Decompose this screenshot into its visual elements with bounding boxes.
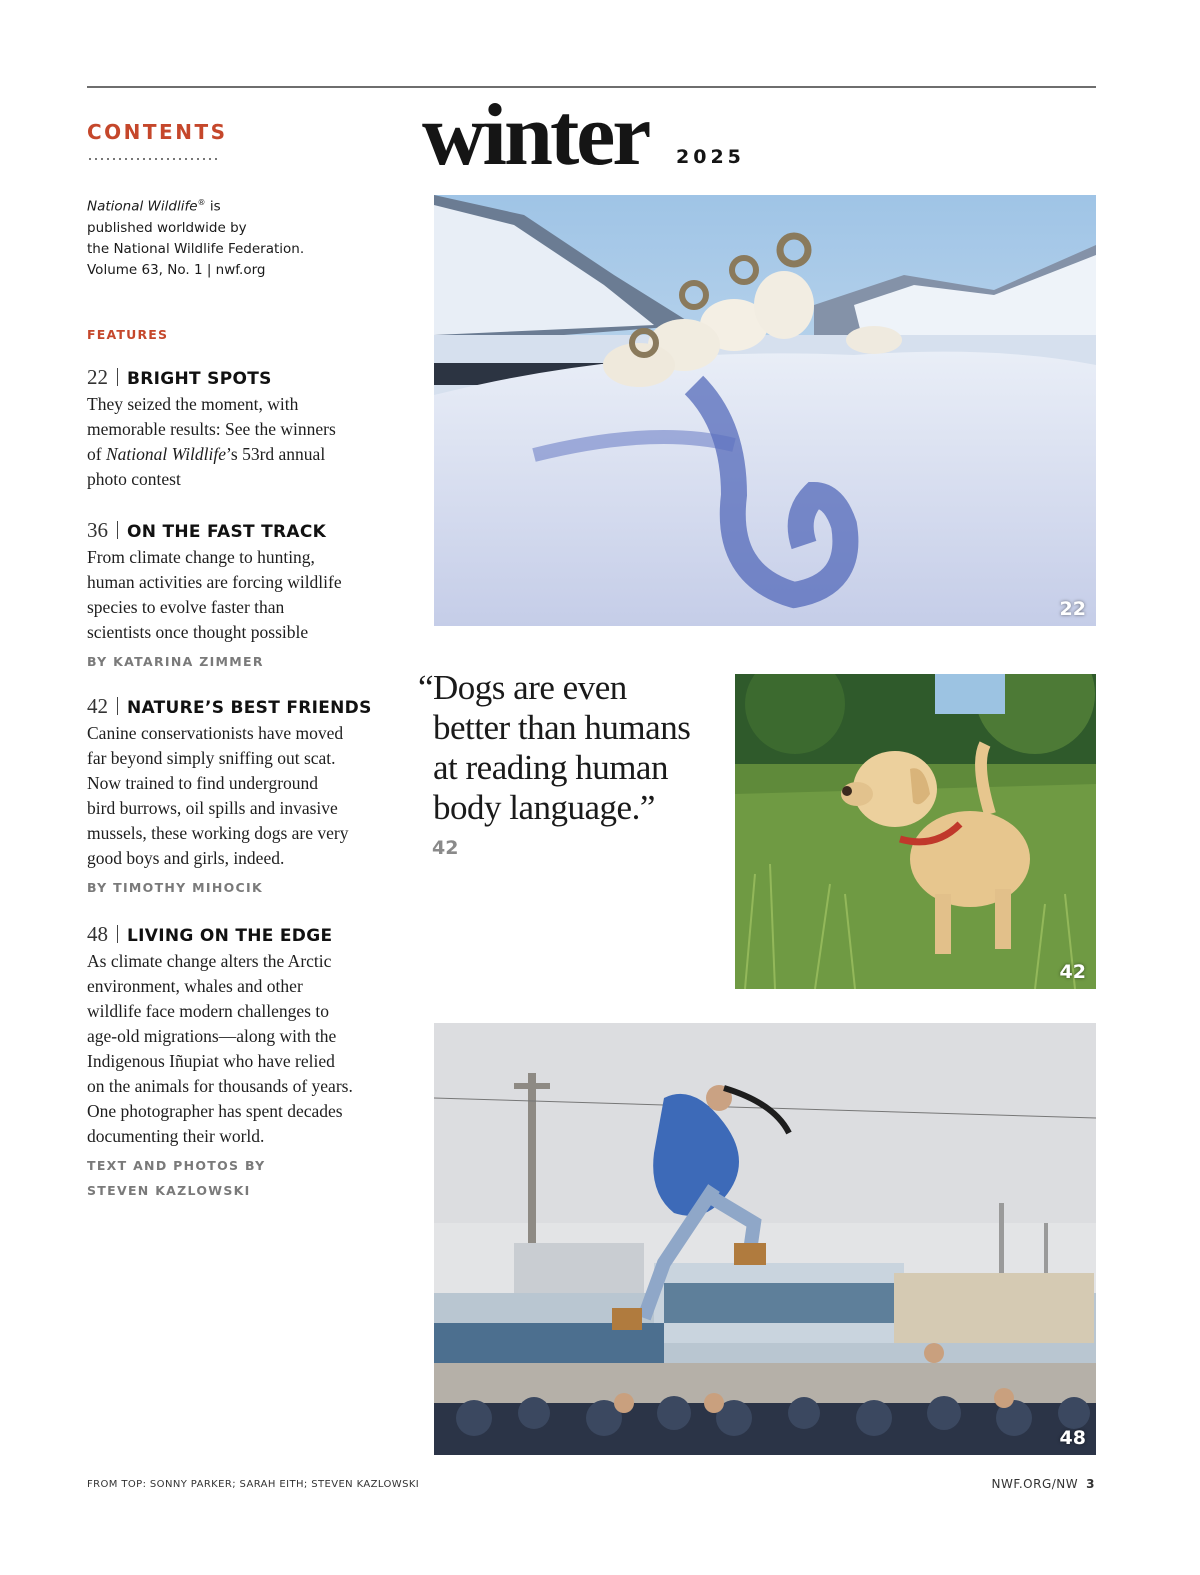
dotted-divider [87, 158, 217, 160]
feature-byline: BY TIMOTHY MIHOCIK [87, 880, 263, 895]
description-line: Canine conservationists have moved [87, 723, 344, 743]
feature-page-number: 36 [87, 518, 108, 542]
feature-byline [87, 1153, 402, 1203]
description-fragment: ’s 53rd annual [226, 444, 326, 464]
detection-dog-image [735, 674, 1096, 989]
separator-bar [117, 925, 118, 943]
quote-line: at reading human [433, 748, 668, 787]
feature-best-friends[interactable] [87, 694, 402, 900]
description-line: memorable results: See the winners [87, 419, 336, 439]
feature-page-number: 48 [87, 922, 108, 946]
description-line: species to evolve faster than [87, 597, 285, 617]
feature-title: BRIGHT SPOTS [127, 369, 272, 389]
description-line: scientists once thought possible [87, 622, 309, 642]
feature-description [87, 949, 402, 1149]
registered-mark: ® [197, 198, 206, 207]
description-line: They seized the moment, with [87, 394, 299, 414]
features-label: FEATURES [87, 327, 169, 342]
feature-page-number: 42 [87, 694, 108, 718]
separator-bar [117, 697, 118, 715]
quote-line: “Dogs are even [418, 668, 627, 707]
photo-dall-sheep[interactable] [434, 195, 1096, 626]
contents-heading: CONTENTS [87, 120, 228, 144]
feature-description [87, 545, 402, 645]
description-line: photo contest [87, 469, 181, 489]
description-line: on the animals for thousands of years. [87, 1076, 353, 1096]
quote-line: body language.” [433, 788, 655, 827]
description-line: documenting their world. [87, 1126, 265, 1146]
separator-bar [117, 368, 118, 386]
feature-header [87, 922, 402, 947]
feature-fast-track[interactable] [87, 518, 402, 674]
feature-header [87, 365, 402, 390]
photo-credits: FROM TOP: SONNY PARKER; SARAH EITH; STEVEN KAZLOWSKI [87, 1479, 420, 1490]
masthead-line3: the National Wildlife Federation. [87, 240, 305, 257]
separator-bar [117, 521, 118, 539]
masthead-line1-rest: is [205, 198, 221, 215]
description-line: environment, whales and other [87, 976, 303, 996]
page-number: 3 [1086, 1477, 1095, 1491]
feature-title: ON THE FAST TRACK [127, 522, 327, 542]
description-fragment: of [87, 444, 106, 464]
description-line: Indigenous Iñupiat who have relied [87, 1051, 335, 1071]
feature-bright-spots[interactable] [87, 365, 402, 492]
issue-season-title: winter [422, 87, 649, 184]
photo-detection-dog[interactable] [735, 674, 1096, 989]
feature-description [87, 721, 402, 871]
description-line: As climate change alters the Arctic [87, 951, 332, 971]
feature-description [87, 392, 402, 492]
blanket-toss-image [434, 1023, 1096, 1455]
feature-byline: BY KATARINA ZIMMER [87, 654, 264, 669]
description-line: One photographer has spent decades [87, 1101, 343, 1121]
description-line: bird burrows, oil spills and invasive [87, 798, 338, 818]
site-url[interactable]: NWF.ORG/NW [991, 1477, 1079, 1491]
quote-page-ref: 42 [432, 837, 459, 859]
page-folio [992, 1477, 1095, 1491]
masthead-line4: Volume 63, No. 1 | nwf.org [87, 261, 266, 278]
byline-line: STEVEN KAZLOWSKI [87, 1183, 251, 1198]
description-line: wildlife face modern challenges to [87, 1001, 329, 1021]
feature-living-on-edge[interactable] [87, 922, 402, 1203]
feature-title: NATURE’S BEST FRIENDS [127, 698, 372, 718]
description-line: far beyond simply sniffing out scat. [87, 748, 336, 768]
byline-line: TEXT AND PHOTOS BY [87, 1158, 266, 1173]
description-line: good boys and girls, indeed. [87, 848, 285, 868]
masthead-info [87, 192, 387, 281]
feature-header [87, 518, 402, 543]
feature-header [87, 694, 402, 719]
feature-title: LIVING ON THE EDGE [127, 926, 333, 946]
masthead-line2: published worldwide by [87, 219, 247, 236]
feature-page-number: 22 [87, 365, 108, 389]
pull-quote [418, 668, 728, 828]
photo-blanket-toss[interactable] [434, 1023, 1096, 1455]
description-line: Now trained to find underground [87, 773, 319, 793]
description-line: From climate change to hunting, [87, 547, 315, 567]
photo-page-tag: 42 [1059, 961, 1086, 983]
dall-sheep-image [434, 195, 1096, 626]
quote-line: better than humans [433, 708, 691, 747]
publication-name: National Wildlife [87, 198, 198, 215]
description-line [87, 442, 402, 467]
description-line: human activities are forcing wildlife [87, 572, 342, 592]
photo-page-tag: 48 [1059, 1427, 1086, 1449]
description-line: age-old migrations—along with the [87, 1026, 337, 1046]
issue-year: 2025 [676, 146, 745, 168]
publication-italic: National Wildlife [105, 444, 227, 464]
photo-page-tag: 22 [1059, 598, 1086, 620]
description-line: mussels, these working dogs are very [87, 823, 349, 843]
